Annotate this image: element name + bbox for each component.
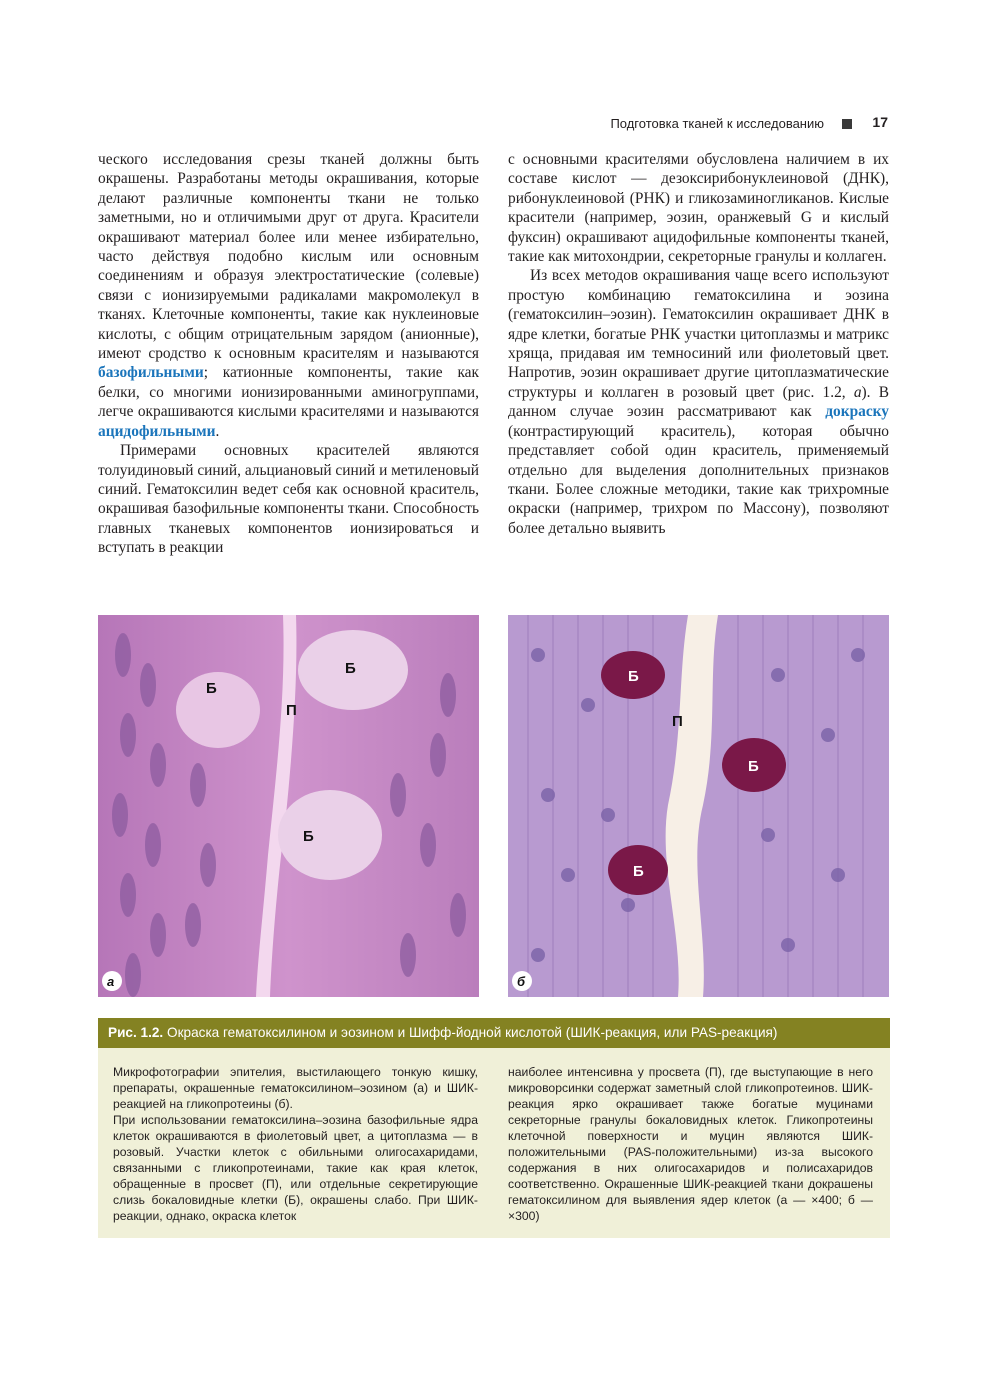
caption-paragraph: Микрофотографии эпителия, выстилающего тонкую кишку, препараты, окрашенные гематоксилином–эозином (а) и ШИК-реакцией на гликопротеины (б). <box>113 1065 478 1111</box>
paragraph: Из всех методов окрашивания чаще всего используют простую комбинацию гематоксилина и эозина (гематоксилин–эозин). Гематоксилин окрашивает ДНК в ядре клетки, богатые РНК участки цитоплазмы и матрикс хряща, придавая им темносиний или фиолетовый цвет. Напротив, эозин окрашивает другие цитоплазматические структуры и коллаген в розовый цвет (рис. 1.2, а). В данном случае эозин рассматривают как докраску (контрастирующий краситель), которая обычно представляет собой один краситель, применяемый отдельно для выделения дополнительных признаков ткани. Более сложные методики, такие как трихромные окраски (например, трихром по Массону), позволяют более детально выявить <box>508 267 889 537</box>
term-basophilic: базофильными <box>98 364 204 382</box>
paragraph: ческого исследования срезы тканей должны быть окрашены. Разработаны методы окрашивания, которые делают различные компоненты ткани не только заметными, но и отличимыми друг от друга. Красители окрашивают материал более или менее избирательно, часто действуя подобно кислым или основным соединениям и образуя электростатические (солевые) связи с ионизируемыми радикалами макромолекул в тканях. Клеточные компоненты, такие как нуклеиновые кислоты, с общим отрицательным зарядом (анионные), имеют сродство к основным красителям и называются базофильными; катионные компоненты, такие как белки, со многими ионизированными аминогруппами, легче окрашиваются кислыми красителями и называются ацидофильными. <box>98 151 479 440</box>
caption-left-column <box>113 1064 478 1224</box>
caption-right-column <box>508 1064 873 1224</box>
term-counterstain: докраску <box>825 403 889 421</box>
header-square-icon <box>842 119 852 129</box>
label-goblet: Б <box>345 660 356 677</box>
figure-number: Рис. 1.2. <box>108 1025 164 1040</box>
left-text-column <box>98 150 479 558</box>
page-number: 17 <box>872 114 888 130</box>
paragraph: Примерами основных красителей являются толуидиновый синий, альциановый синий и метиленовый синий. Гематоксилин ведет себя как основной краситель, окрашивая базофильные компоненты ткани. Способность главных тканевых компонентов ионизироваться и вступать в реакции <box>98 442 479 557</box>
micrograph-he <box>98 615 479 997</box>
term-acidophilic: ацидофильными <box>98 422 216 440</box>
caption-paragraph: наиболее интенсивна у просвета (П), где выступающие в него микроворсинки содержат заметный слой гликопротеинов. ШИК-реакция ярко окрашивает также богатые муцинами секреторные гранулы бокаловидных клеток. Гликопротеины клеточной поверхности и муцин являются ШИК-положительными (PAS-положительными) из-за высокого содержания в них олигосахаридов и полисахаридов соответственно. Окрашенные ШИК-реакцией ткани докрашены гематоксилином для выявления ядер клеток (а — ×400; б — ×300) <box>508 1065 873 1223</box>
figure-title: Окраска гематоксилином и эозином и Шифф-йодной кислотой (ШИК-реакция, или PAS-реакция) <box>167 1025 778 1040</box>
running-header <box>98 113 890 135</box>
right-text-column <box>508 150 889 538</box>
micrograph-pas <box>508 615 889 997</box>
label-lumen: П <box>672 713 683 730</box>
label-goblet: Б <box>628 668 639 685</box>
label-goblet: Б <box>303 828 314 845</box>
panel-label-a: а <box>107 974 115 989</box>
figure-caption-title <box>98 1018 890 1048</box>
label-lumen: П <box>286 702 297 719</box>
label-goblet: Б <box>206 680 217 697</box>
panel-label-b: б <box>517 974 526 989</box>
paragraph: с основными красителями обусловлена наличием в их составе кислот — дезоксирибонуклеиновой (ДНК), рибонуклеиновой (РНК) и гликозаминогликанов. Кислые красители (например, эозин, оранжевый G и кислый фуксин) окрашивают ацидофильные компоненты тканей, такие как митохондрии, секреторные гранулы и коллаген. <box>508 151 889 266</box>
running-title: Подготовка тканей к исследованию <box>610 116 824 131</box>
caption-paragraph: При использовании гематоксилина–эозина базофильные ядра клеток окрашиваются в фиолетовый цвет, а цитоплазма — в розовый. Участки клеток с обильными олигосахаридами, связанными с гликопротеинами, такие как края клеток, обращенные в просвет (П), или отдельные секретирующие слизь бокаловидные клетки (Б), окрашены слабо. При ШИК-реакции, однако, окраска клеток <box>113 1113 478 1223</box>
label-goblet: Б <box>633 863 644 880</box>
label-goblet: Б <box>748 758 759 775</box>
figure-caption-body <box>98 1048 890 1238</box>
